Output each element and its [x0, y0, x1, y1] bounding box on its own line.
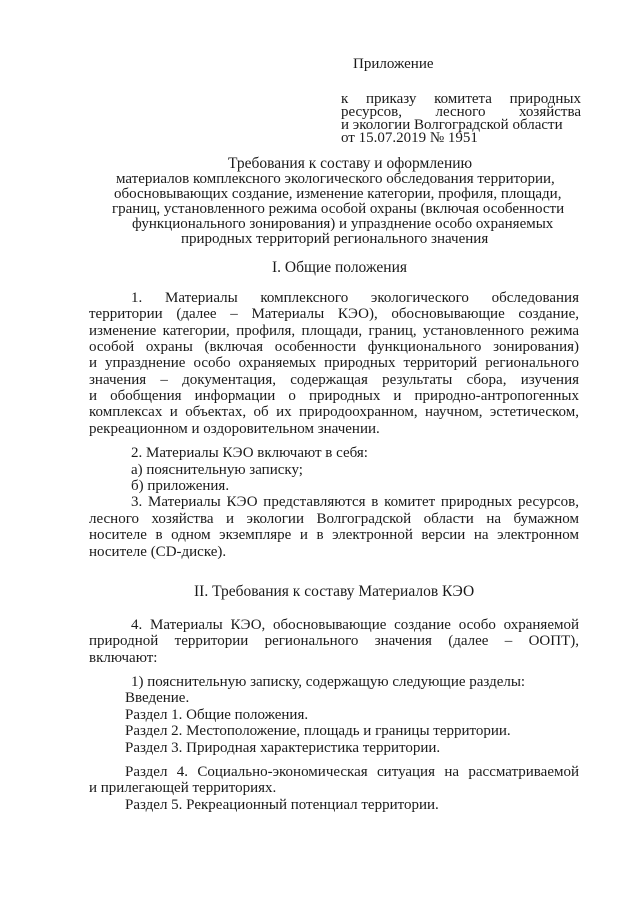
list-item: Раздел 1. Общие положения.	[125, 707, 309, 723]
list-item: и прилегающей территориях.	[89, 780, 277, 796]
paragraph-line: 2. Материалы КЭО включают в себя:	[131, 445, 368, 461]
appendix-line: от 15.07.2019 № 1951	[341, 130, 478, 146]
appendix-title: Приложение	[353, 56, 434, 72]
section-heading: II. Требования к составу Материалов КЭО	[194, 583, 475, 600]
doc-title-line: природных территорий регионального значения	[181, 231, 489, 247]
doc-title-line: границ, установленного режима особой охраны (включая особенности	[112, 201, 565, 217]
paragraph-line: носителе в одном экземпляре и в электронной версии на электронном	[89, 527, 579, 543]
paragraph-line: территории (далее – Материалы КЭО), обосновывающие создание,	[89, 306, 579, 322]
paragraph-line: 1. Материалы комплексного экологического обследования	[131, 290, 579, 306]
paragraph-line: 3. Материалы КЭО представляются в комитет природных ресурсов,	[131, 494, 579, 510]
paragraph-line: природной территории регионального значения (далее – ООПТ),	[89, 633, 579, 649]
list-item: Раздел 2. Местоположение, площадь и границы территории.	[125, 723, 511, 739]
paragraph-line: и упразднение особо охраняемых природных территорий регионального	[89, 355, 579, 371]
paragraph-line: рекреационном и оздоровительном значении.	[89, 421, 380, 437]
paragraph-line: лесного хозяйства и экологии Волгоградской области на бумажном	[89, 511, 579, 527]
appendix-line: ресурсов, лесного хозяйства	[341, 104, 581, 120]
appendix-line: и экологии Волгоградской области	[341, 117, 563, 133]
doc-title-line: функционального зонирования) и упразднение особо охраняемых	[132, 216, 554, 232]
paragraph-line: особой охраны (включая особенности функционального зонирования)	[89, 339, 579, 355]
paragraph-line: значения – документация, содержащая результаты сбора, изучения	[89, 372, 579, 388]
list-item: б) приложения.	[131, 478, 230, 494]
list-item: Раздел 3. Природная характеристика территории.	[125, 740, 441, 756]
doc-title-line: материалов комплексного экологического обследования территории,	[116, 171, 555, 187]
paragraph-line: включают:	[89, 650, 158, 666]
doc-title-line: обосновывающих создание, изменение категории, профиля, площади,	[114, 186, 562, 202]
paragraph-line: 4. Материалы КЭО, обосновывающие создание особо охраняемой	[131, 617, 579, 633]
list-item: а) пояснительную записку;	[131, 462, 303, 478]
list-item: Раздел 4. Социально-экономическая ситуация на рассматриваемой	[125, 764, 579, 780]
list-item: Раздел 5. Рекреационный потенциал территории.	[125, 797, 439, 813]
appendix-line: к приказу комитета природных	[341, 91, 581, 107]
paragraph-line: комплексах и объектах, об их природоохранном, научном, эстетическом,	[89, 404, 579, 420]
doc-title-line: Требования к составу и оформлению	[228, 155, 473, 172]
list-item: Введение.	[125, 690, 190, 706]
list-item: 1) пояснительную записку, содержащую следующие разделы:	[131, 674, 526, 690]
section-heading: I. Общие положения	[272, 259, 408, 276]
paragraph-line: и обобщения информации о природных и природно-антропогенных	[89, 388, 579, 404]
paragraph-line: изменение категории, профиля, площади, границ, установленного режима	[89, 323, 579, 339]
paragraph-line: носителе (CD-диске).	[89, 544, 227, 560]
